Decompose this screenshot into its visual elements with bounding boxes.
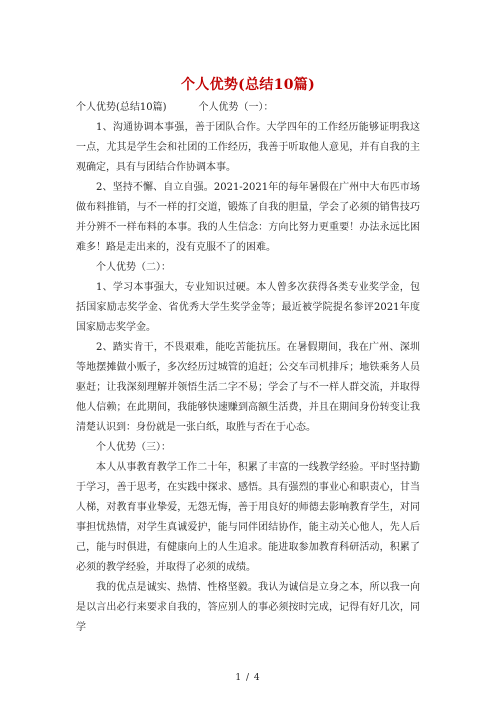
intro-right-text: 个人优势（一）： bbox=[198, 102, 274, 113]
document-body bbox=[76, 98, 420, 638]
paragraph: 本人从事教育教学工作二十年，积累了丰富的一线教学经验。平时坚持勤于学习，善于思考，在实践中探求、感悟。具有强烈的事业心和职责心，甘当人梯，对教育事业挚爱，无怨无悔，善于用良好的师德去影响教育学生，对同事担忧热情，对学生真诚爱护，能与同伴团结协作，能主动关心他人，先人后己，能与时俱进，有健康向上的人生追求。能进取参加教育科研活动，积累了必须的教学经验，并取得了必须的成绩。 bbox=[76, 462, 420, 573]
paragraph: 2、坚持不懈、自立自强。2021-2021年的每年暑假在广州中大布匹市场做布料推销，与不一样的打交道，锻炼了自我的胆量，学会了必须的销售技巧并分辨不一样布料的本事。我的人生信念：方向比努力更重要！办法永远比困难多！路是走出来的，没有克服不了的困难。 bbox=[76, 182, 420, 253]
page-indicator: 1 / 4 bbox=[235, 673, 261, 683]
paragraph: 2、踏实肯干，不畏艰难，能吃苦能抗压。在暑假期间，我在广州、深圳等地摆摊做小贩子，多次经历过城管的追赶；公交车司机排斥；地铁乘务人员驱赶；让我深刻理解并领悟生活二字不易；学会了与不一样人群交流，并取得他人信赖；在此期间，我能够快速赚到高额生活费，并且在期间身份转变让我清楚认识到：身份就是一张白纸，取胜与否在于心态。 bbox=[76, 342, 420, 433]
paragraph: 1、沟通协调本事强，善于团队合作。大学四年的工作经历能够证明我这一点，尤其是学生会和社团的工作经历，我善于听取他人意见，并有自我的主观确定，具有与团结合作协调本事。 bbox=[76, 122, 420, 173]
intro-line bbox=[76, 98, 420, 118]
section-heading: 个人优势（三）： bbox=[96, 442, 171, 453]
intro-left-text: 个人优势(总结10篇) bbox=[76, 102, 167, 113]
section-heading: 个人优势（二）： bbox=[96, 262, 171, 273]
paragraph: 1、学习本事强大，专业知识过硬。本人曾多次获得各类专业奖学金，包括国家励志奖学金、省优秀大学生奖学金等；最近被学院提名参评2021年度国家励志奖学金。 bbox=[76, 282, 420, 333]
document-title: 个人优势(总结10篇) bbox=[180, 77, 316, 93]
paragraph: 我的优点是诚实、热情、性格坚毅。我认为诚信是立身之本，所以我一向是以言出必行来要求自我的，答应别人的事必须按时完成，记得有好几次，同学 bbox=[76, 582, 420, 633]
